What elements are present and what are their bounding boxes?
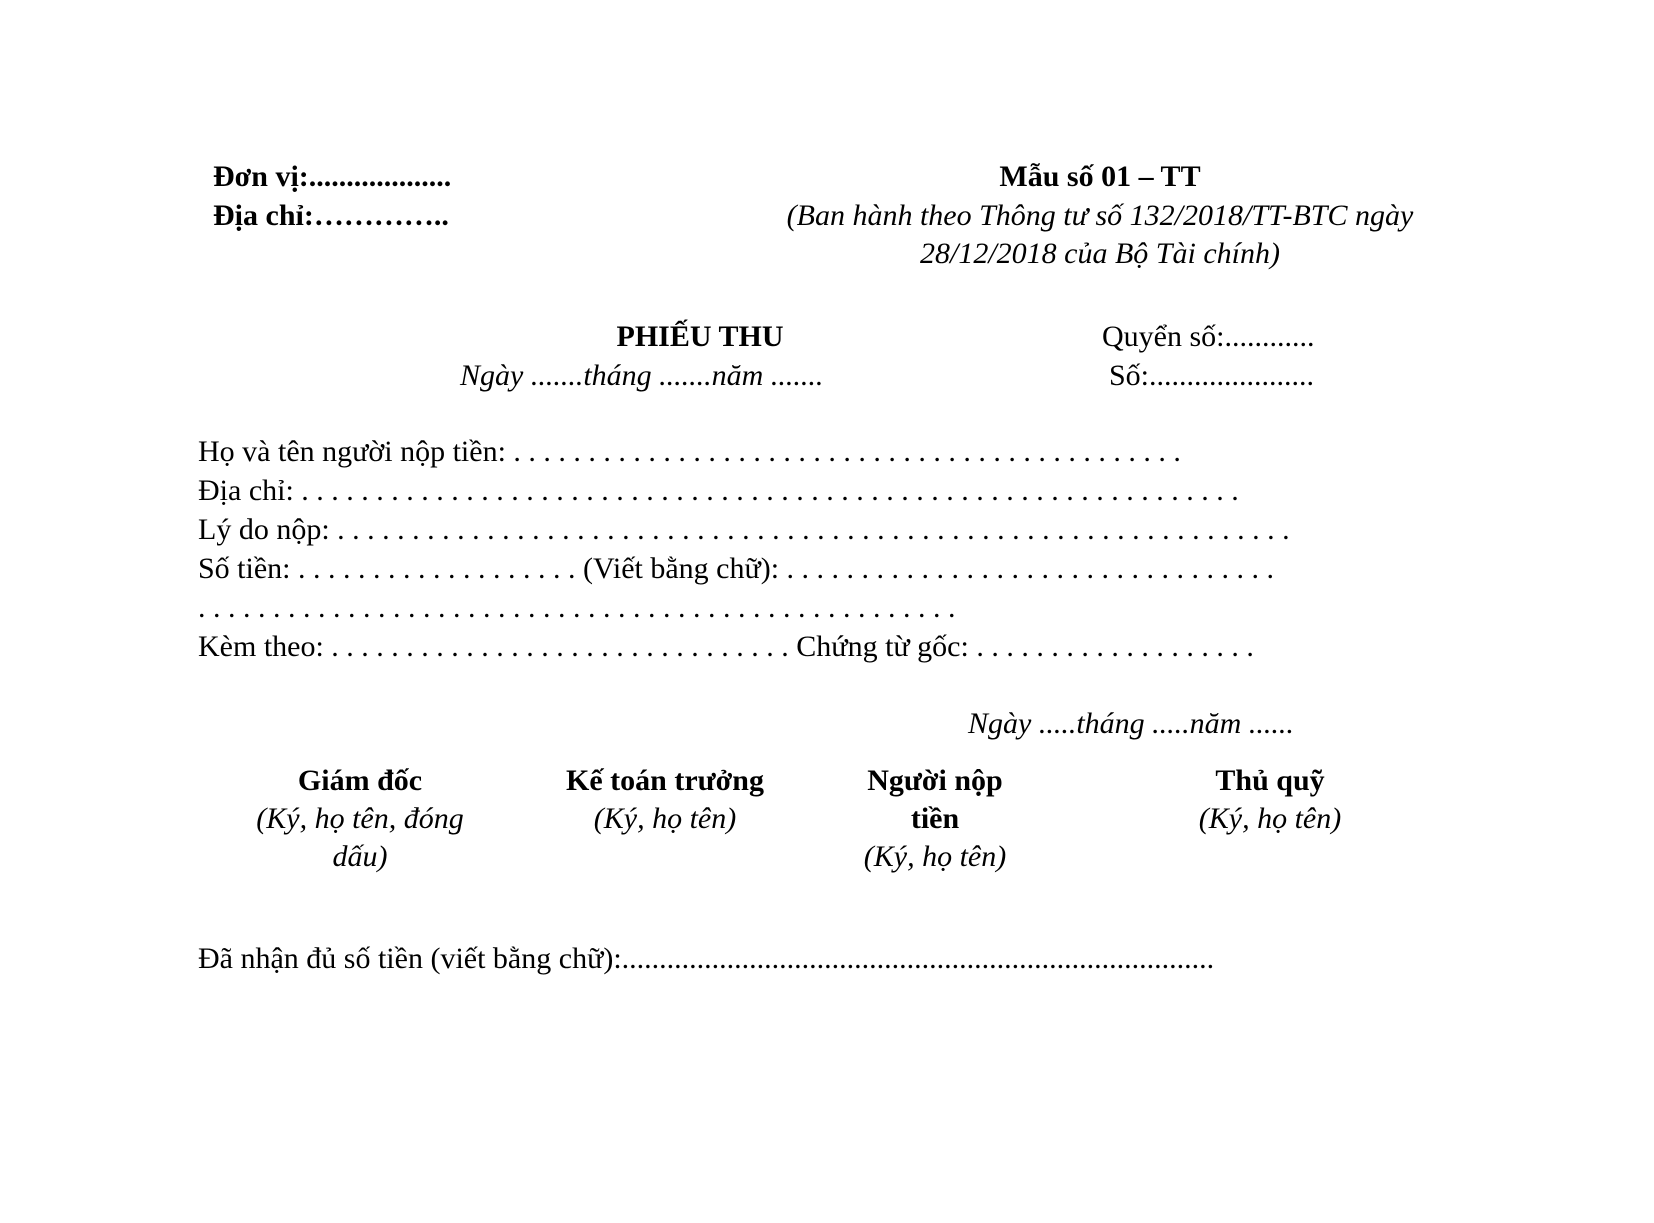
unit-name-label: Đơn vị:................... — [213, 160, 452, 193]
document-title: PHIẾU THU — [616, 320, 784, 353]
form-basis-line-1: (Ban hành theo Thông tư số 132/2018/TT-BTC ngày — [786, 199, 1414, 232]
director-title: Giám đốc — [297, 764, 423, 797]
signature-payer — [820, 762, 1050, 876]
payer-note: (Ký, họ tên) — [863, 840, 1007, 873]
unit-address-label: Địa chỉ:………….. — [213, 199, 449, 232]
payer-name-field: Họ và tên người nộp tiền: . . . . . . . . . . . . . . . . . . . . . . . . . . . . . . . . . . . . . . . . . . . . . — [198, 435, 1181, 468]
document-date: Ngày .......tháng .......năm ....... — [460, 359, 824, 392]
book-number: Quyển số:............ — [1102, 320, 1315, 353]
form-basis — [700, 197, 1500, 273]
form-number: Mẫu số 01 – TT — [999, 160, 1201, 193]
form-basis-line-2: 28/12/2018 của Bộ Tài chính) — [920, 237, 1280, 270]
payer-address-field: Địa chỉ: . . . . . . . . . . . . . . . . . . . . . . . . . . . . . . . . . . . . . . . . . . . . . . . . . . . . . . . . . . . . . . . — [198, 474, 1239, 507]
chief-accountant-title: Kế toán trưởng — [566, 764, 764, 797]
amount-field: Số tiền: . . . . . . . . . . . . . . . . . . . (Viết bằng chữ): . . . . . . . . . . . . . . . . . . . . . . . . . . . . . . . . . — [198, 552, 1275, 585]
cashier-note: (Ký, họ tên) — [1198, 802, 1342, 835]
signature-chief-accountant — [530, 762, 800, 838]
director-note-line-1: (Ký, họ tên, đóng — [256, 802, 464, 835]
document-number: Số:...................... — [1109, 359, 1315, 392]
payer-title-line-2: tiền — [910, 802, 960, 835]
payer-title-line-1: Người nộp — [867, 764, 1003, 797]
signature-date: Ngày .....tháng .....năm ...... — [968, 707, 1294, 740]
cashier-title: Thủ quỹ — [1215, 764, 1325, 797]
signature-director — [230, 762, 490, 876]
signature-cashier — [1150, 762, 1390, 838]
chief-accountant-note: (Ký, họ tên) — [593, 802, 737, 835]
received-amount-field: Đã nhận đủ số tiền (viết bằng chữ):............................................................................... — [198, 942, 1215, 975]
attachments-field: Kèm theo: . . . . . . . . . . . . . . . . . . . . . . . . . . . . . . . Chứng từ gốc: . . . . . . . . . . . . . . . . . . . — [198, 630, 1254, 663]
director-note-line-2: dấu) — [332, 840, 388, 873]
amount-continued-field: . . . . . . . . . . . . . . . . . . . . . . . . . . . . . . . . . . . . . . . . . . . . . . . . . . . — [198, 591, 956, 624]
payment-reason-field: Lý do nộp: . . . . . . . . . . . . . . . . . . . . . . . . . . . . . . . . . . . . . . . . . . . . . . . . . . . . . . . . . . . . . . . . — [198, 513, 1290, 546]
